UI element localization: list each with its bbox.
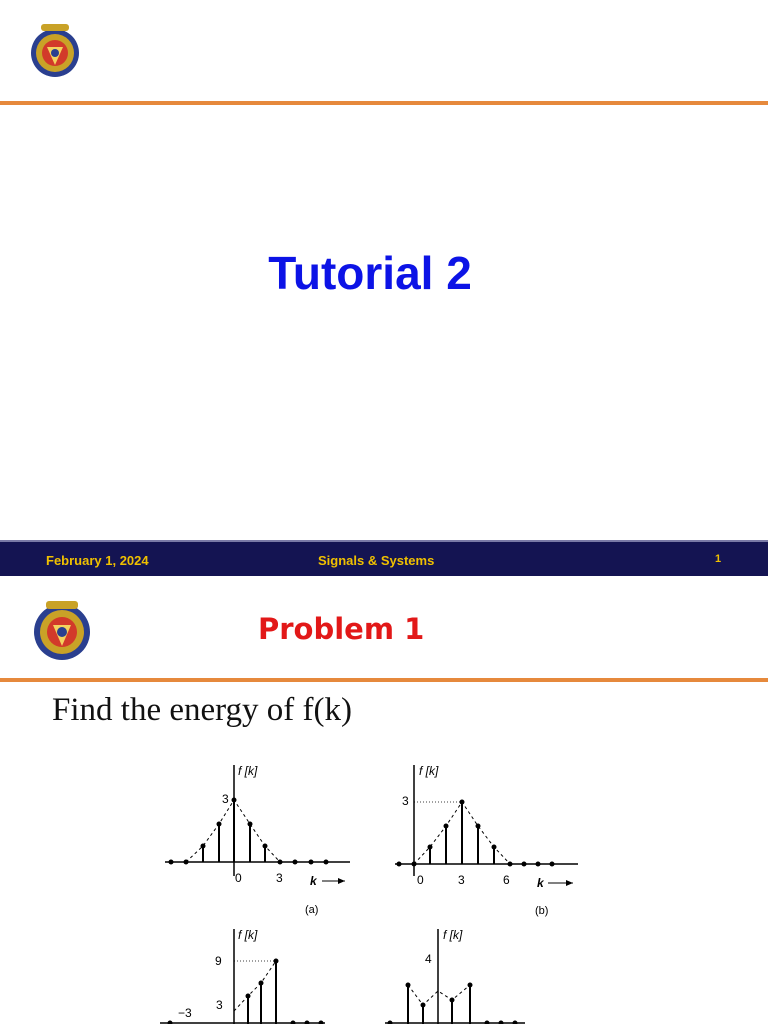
y-tick-label: 3 — [216, 998, 223, 1012]
plot-caption: (a) — [305, 904, 319, 916]
header-rule — [0, 678, 768, 682]
y-tick-label: 4 — [425, 952, 432, 966]
signal-plots-figure — [150, 751, 600, 1024]
y-axis-label: f [k] — [238, 928, 258, 942]
plot-caption: (b) — [535, 905, 549, 917]
y-tick-label: 3 — [402, 794, 409, 808]
y-axis-label: f [k] — [443, 928, 463, 942]
plot-a — [165, 764, 350, 916]
x-tick-label: 3 — [458, 873, 465, 887]
x-tick-label: 0 — [417, 873, 424, 887]
problem-title: Problem 1 — [258, 612, 425, 646]
plot-b — [395, 764, 578, 917]
x-axis-label: k — [310, 874, 317, 888]
x-tick-label: 0 — [235, 871, 242, 885]
plot-c — [160, 928, 325, 1024]
arrow-right-icon — [566, 880, 573, 886]
y-tick-label: 9 — [215, 954, 222, 968]
header-rule — [0, 101, 768, 105]
x-axis-label: k — [537, 876, 544, 890]
arrow-right-icon — [338, 878, 345, 884]
slide-title: Tutorial 2 — [268, 247, 472, 299]
x-tick-label: 6 — [503, 873, 510, 887]
institute-logo — [30, 20, 80, 86]
x-tick-label: 3 — [276, 871, 283, 885]
question-text: Find the energy of f(k) — [52, 692, 352, 728]
y-axis-label: f [k] — [238, 764, 258, 778]
y-axis-label: f [k] — [419, 764, 439, 778]
x-tick-label: −3 — [178, 1006, 192, 1020]
footer-date: February 1, 2024 — [46, 553, 149, 568]
slide-2 — [0, 576, 768, 1024]
institute-logo — [32, 598, 92, 666]
plot-d — [385, 928, 525, 1024]
y-tick-label: 3 — [222, 792, 229, 806]
slide-footer — [0, 540, 768, 576]
footer-course: Signals & Systems — [318, 553, 435, 568]
footer-page-number: 1 — [715, 553, 722, 565]
